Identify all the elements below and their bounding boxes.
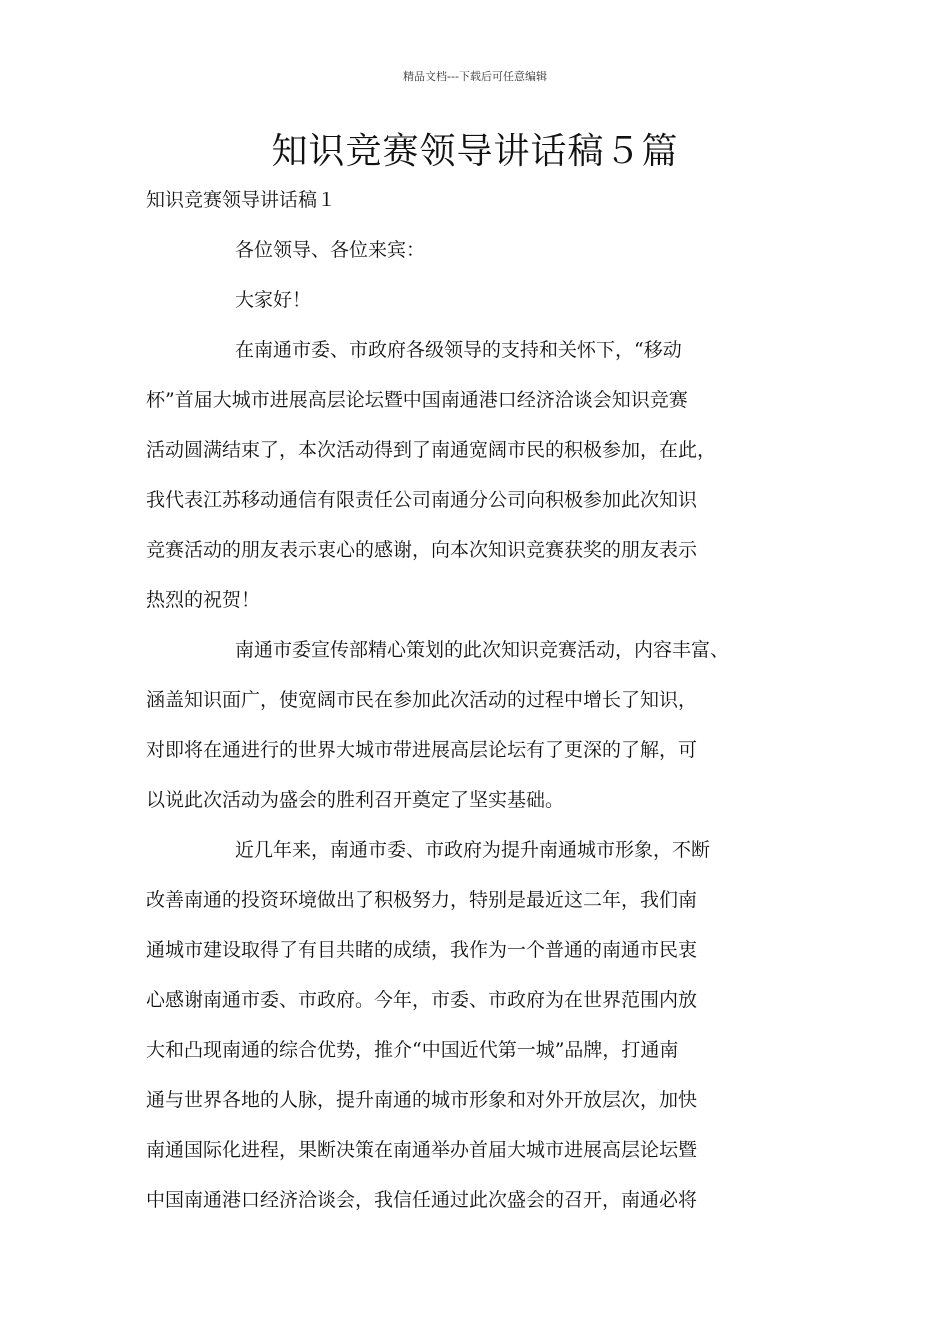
paragraph-3-line-6: 通与世界各地的人脉，提升南通的城市形象和对外开放层次，加快	[146, 1089, 698, 1111]
paragraph-3-line-3: 通城市建设取得了有目共睹的成绩，我作为一个普通的南通市民衷	[146, 939, 698, 961]
paragraph-2-line-4: 以说此次活动为盛会的胜利召开奠定了坚实基础。	[146, 789, 565, 811]
paragraph-3-line-7: 南通国际化进程，果断决策在南通举办首届大城市进展高层论坛暨	[146, 1139, 698, 1161]
paragraph-1-line-1: 在南通市委、市政府各级领导的支持和关怀下，“移动	[235, 339, 682, 361]
salutation-line: 各位领导、各位来宾：	[235, 239, 426, 261]
paragraph-1-line-3: 活动圆满结束了，本次活动得到了南通宽阔市民的积极参加，在此，	[146, 439, 717, 461]
greeting-line: 大家好！	[235, 289, 312, 311]
paragraph-3-line-2: 改善南通的投资环境做出了积极努力，特别是最近这二年，我们南	[146, 889, 698, 911]
paragraph-3-line-4: 心感谢南通市委、市政府。今年，市委、市政府为在世界范围内放	[146, 989, 698, 1011]
paragraph-1-line-5: 竞赛活动的朋友表示衷心的感谢，向本次知识竞赛获奖的朋友表示	[146, 539, 698, 561]
paragraph-3-line-1: 近几年来，南通市委、市政府为提升南通城市形象，不断	[235, 839, 711, 861]
page-header-note: 精品文档---下载后可任意编辑	[403, 70, 547, 83]
paragraph-1-line-2: 杯”首届大城市进展高层论坛暨中国南通港口经济洽谈会知识竞赛	[146, 389, 688, 411]
document-title: 知识竞赛领导讲话稿５篇	[271, 131, 679, 172]
section-heading: 知识竞赛领导讲话稿１	[146, 189, 337, 211]
paragraph-2-line-3: 对即将在通进行的世界大城市带进展高层论坛有了更深的了解，可	[146, 739, 698, 761]
paragraph-3-line-5: 大和凸现南通的综合优势，推介“中国近代第一城”品牌，打通南	[146, 1039, 679, 1061]
paragraph-1-line-6: 热烈的祝贺！	[146, 589, 261, 611]
paragraph-1-line-4: 我代表江苏移动通信有限责任公司南通分公司向积极参加此次知识	[146, 489, 698, 511]
paragraph-3-line-8: 中国南通港口经济洽谈会，我信任通过此次盛会的召开，南通必将	[146, 1189, 698, 1211]
paragraph-2-line-2: 涵盖知识面广，使宽阔市民在参加此次活动的过程中增长了知识，	[146, 689, 698, 711]
paragraph-2-line-1: 南通市委宣传部精心策划的此次知识竞赛活动，内容丰富、	[235, 639, 730, 661]
